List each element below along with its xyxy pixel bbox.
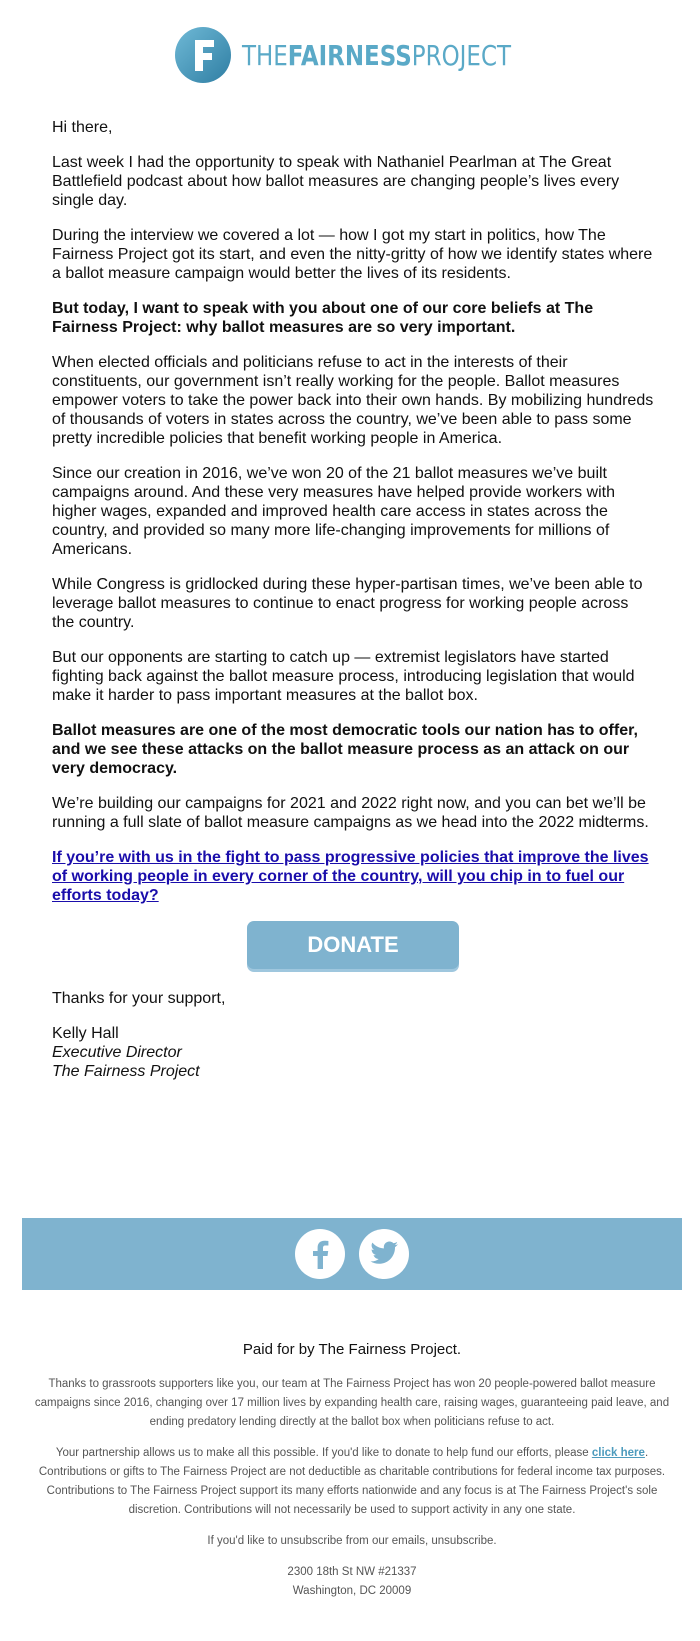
closing: Thanks for your support,: [52, 990, 226, 1007]
click-here-link[interactable]: click here: [591, 1447, 645, 1459]
donate-button[interactable]: DONATE: [247, 921, 459, 969]
paragraph-3-bold: But today, I want to speak with you about one of our core beliefs at The Fairness Project: why ballot measures are so very important.: [52, 300, 594, 336]
twitter-icon: [369, 1241, 399, 1267]
footer-paragraph-2-end: . Contributions or gifts to The Fairness Project are not deductible as charitable contributions for federal income tax purposes. Contributions to The Fairness Project support its many efforts nationwide and any focus is at The Fairness Project's sole discretion. Contributions will not necessarily be used to support activity in any one state.: [38, 1447, 666, 1516]
footer: [22, 1340, 682, 1601]
paragraph-1: Last week I had the opportunity to speak with Nathaniel Pearlman at The Great Battlefield podcast about how ballot measures are changing people’s lives every single day.: [52, 154, 620, 209]
paragraph-7: But our opponents are starting to catch up — extremist legislators have started fighting back against the ballot measure process, introducing legislation that would make it harder to pass important measures at the ballot box.: [52, 649, 635, 704]
logo-text-the: THE: [241, 38, 288, 72]
signer-name: Kelly Hall: [52, 1025, 119, 1042]
paid-for-notice: Paid for by The Fairness Project.: [242, 1341, 462, 1358]
logo-text-fairness: FAIRNESS: [287, 38, 412, 72]
facebook-icon: [307, 1239, 333, 1269]
cta-link[interactable]: If you’re with us in the fight to pass progressive policies that improve the lives of working people in every corner of the country, will you chip in to fuel our efforts today?: [52, 849, 649, 904]
footer-paragraph-2: [22, 1444, 682, 1520]
paragraph-4: When elected officials and politicians refuse to act in the interests of their constituents, our government isn’t really working for the people. Ballot measures empower voters to take the power back into their own hands. By mobilizing hundreds of thousands of voters in states across the country, we’ve been able to pass some pretty incredible policies that benefit working people in America.: [52, 354, 654, 447]
greeting: Hi there,: [52, 119, 113, 136]
paragraph-2: During the interview we covered a lot — how I got my start in politics, how The Fairness Project got its start, and even the nitty-gritty of how we identify states where a ballot measure campaign would better the lives of its residents.: [52, 227, 653, 282]
paragraph-8-bold: Ballot measures are one of the most democratic tools our nation has to offer, and we see these attacks on the ballot measure process as an attack on our very democracy.: [52, 722, 638, 777]
signer-title: Executive Director: [52, 1044, 182, 1061]
logo-wordmark: [242, 39, 511, 72]
f-logo-icon: [174, 26, 232, 84]
social-band: [22, 1218, 682, 1290]
cta-paragraph: [52, 848, 654, 905]
facebook-button[interactable]: [295, 1229, 345, 1279]
footer-paragraph-2-start: Your partnership allows us to make all this possible. If you'd like to donate to help fund our efforts, please: [55, 1447, 592, 1459]
signer-org: The Fairness Project: [52, 1063, 200, 1080]
logo-text-project: PROJECT: [411, 38, 511, 72]
address-line-2: Washington, DC 20009: [292, 1585, 412, 1597]
paragraph-9: We’re building our campaigns for 2021 and 2022 right now, and you can bet we’ll be running a full slate of ballot measure campaigns as we head into the 2022 midterms.: [52, 795, 649, 831]
paragraph-5: Since our creation in 2016, we’ve won 20 of the 21 ballot measures we’ve built campaigns around. And these very measures have helped provide workers with higher wages, expanded and improved health care access in states across the country, and provided so many more life-changing improvements for millions of Americans.: [52, 465, 615, 558]
signature-block: [52, 989, 654, 1081]
donate-wrap: [52, 921, 654, 969]
footer-paragraph-1: Thanks to grassroots supporters like you, our team at The Fairness Project has won 20 people-powered ballot measure campaigns since 2016, changing over 17 million lives by expanding health care, raising wages, guaranteeing paid leave, and ending predatory lending directly at the ballot box when politicians refuse to act.: [34, 1378, 670, 1428]
paragraph-6: While Congress is gridlocked during these hyper-partisan times, we’ve been able to leverage ballot measures to continue to enact progress for working people across the country.: [52, 576, 643, 631]
email-body: [52, 118, 654, 1081]
unsubscribe-text[interactable]: If you'd like to unsubscribe from our emails, unsubscribe.: [207, 1535, 497, 1547]
twitter-button[interactable]: [359, 1229, 409, 1279]
fairness-project-logo[interactable]: [0, 26, 700, 84]
address-line-1: 2300 18th St NW #21337: [287, 1566, 417, 1578]
